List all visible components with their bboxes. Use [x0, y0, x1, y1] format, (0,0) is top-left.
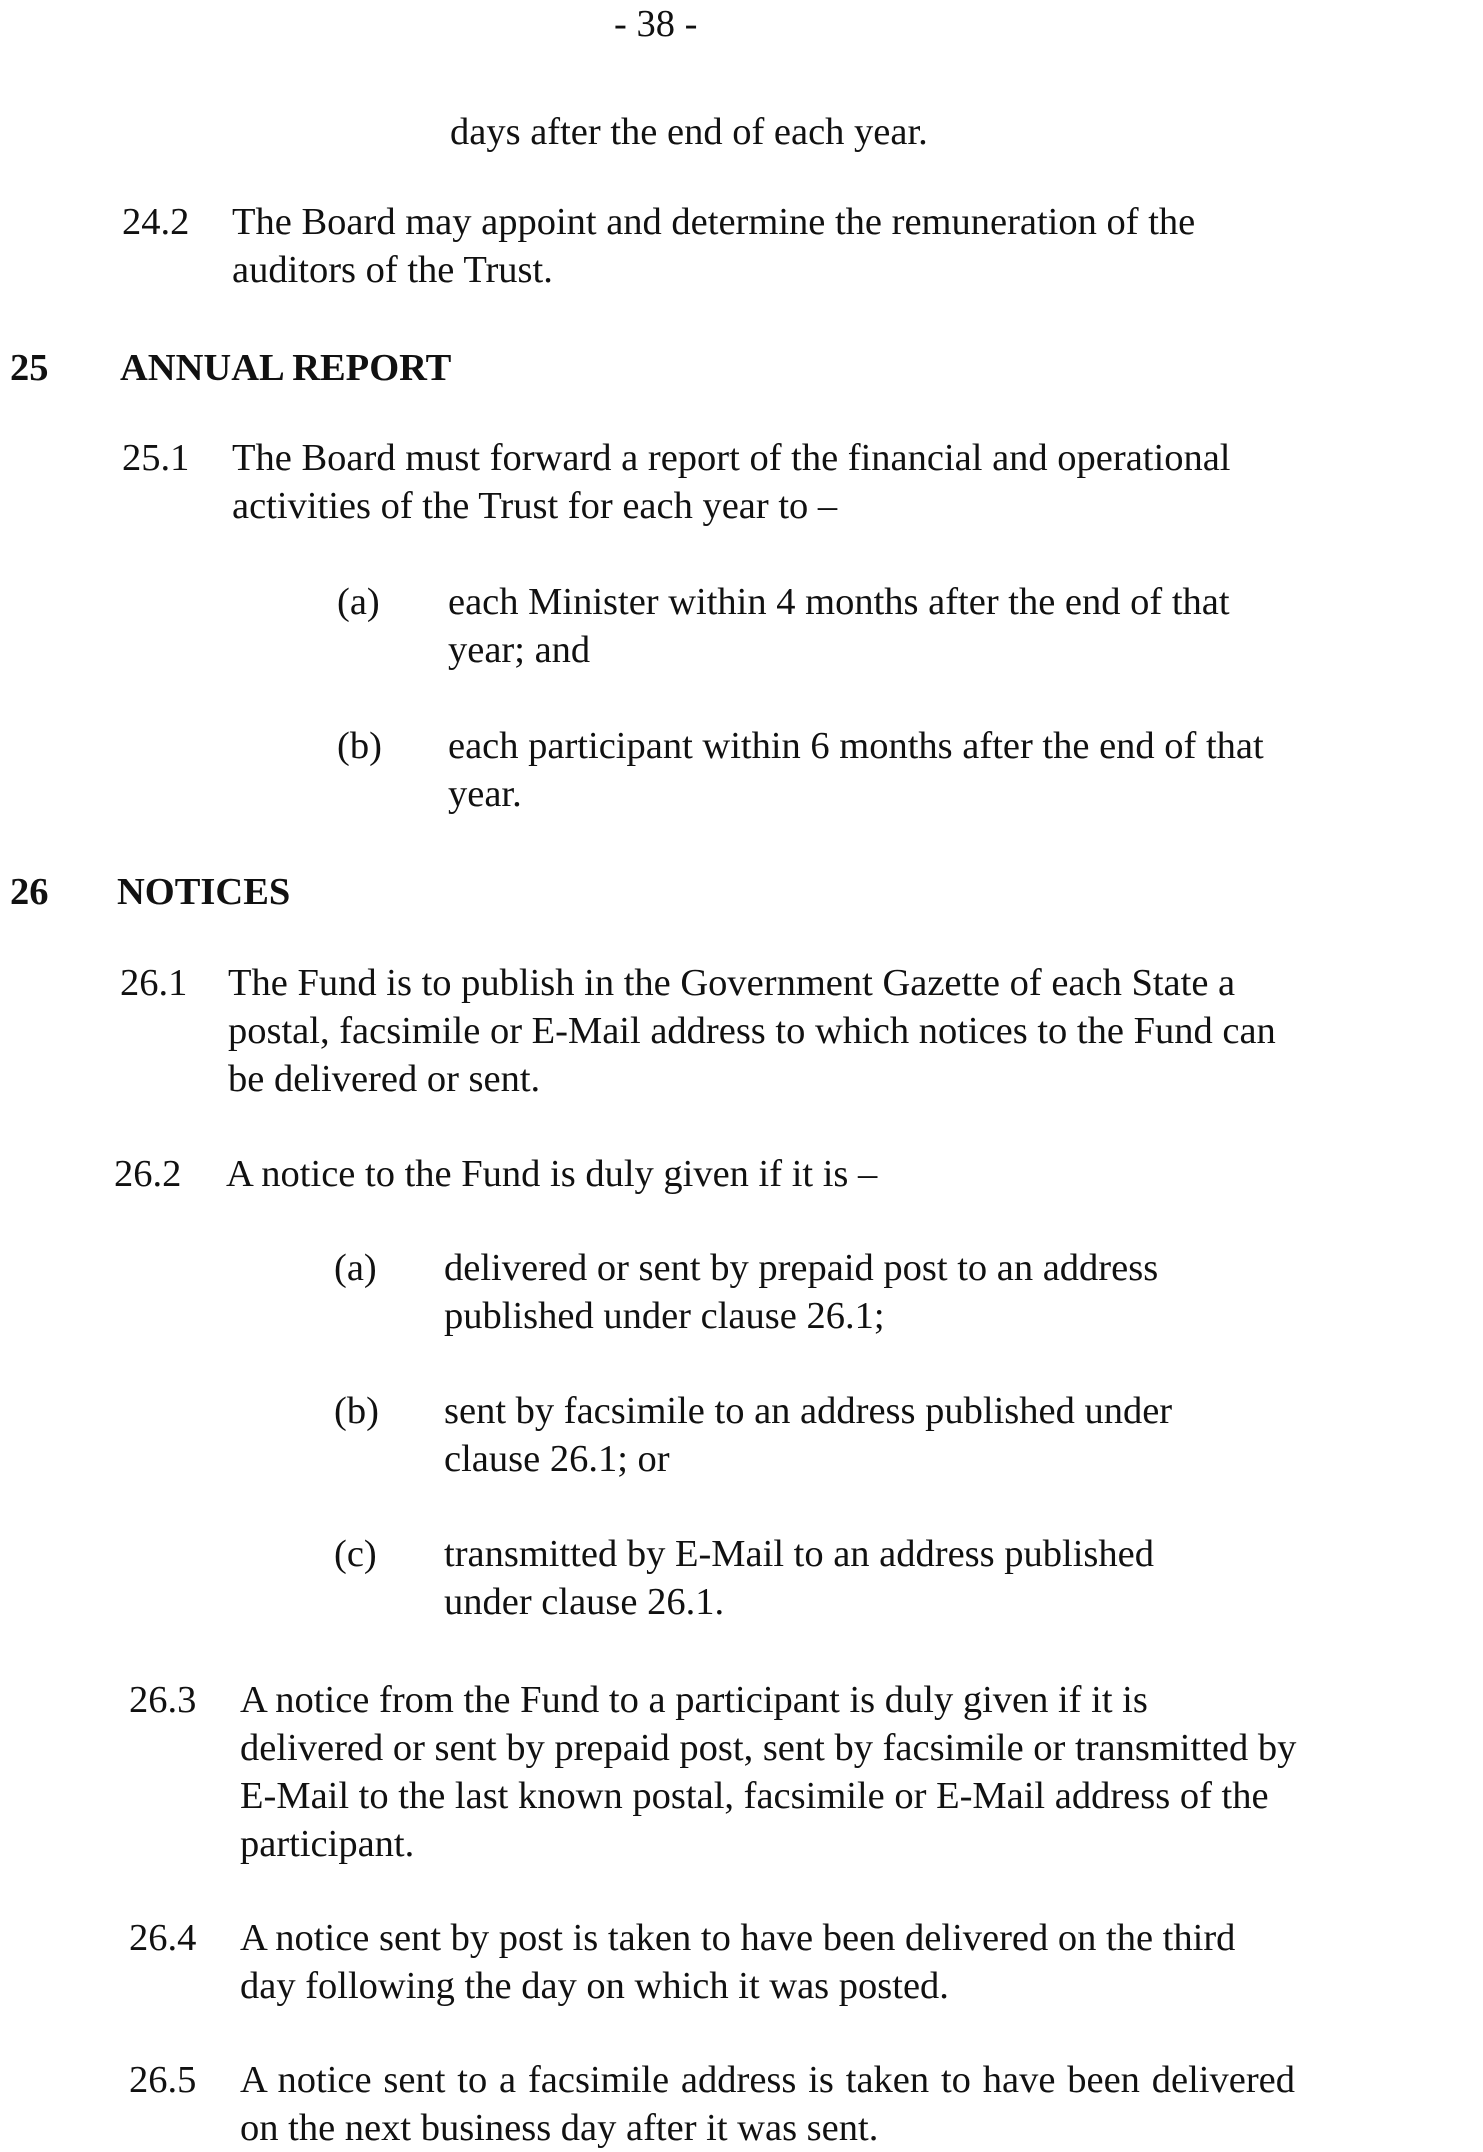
clause-text: A notice to the Fund is duly given if it is – [226, 1153, 878, 1195]
clause-number: 24.2 [122, 201, 190, 243]
section-heading: NOTICES [117, 871, 291, 913]
clause-number: 26.4 [129, 1917, 197, 1959]
page-number: - 38 - [614, 3, 698, 45]
item-label: (b) [337, 725, 382, 767]
clause-number: 26.5 [129, 2059, 197, 2101]
item-text: delivered or sent by prepaid post to an address published under clause 26.1; [444, 1247, 1159, 1337]
section-heading: ANNUAL REPORT [120, 347, 452, 389]
clause-text: A notice sent to a facsimile address is taken to have been delivered on the next business day after it was sent. [240, 2059, 1295, 2149]
clause-text: A notice from the Fund to a participant is duly given if it is delivered or sent by prepaid post, sent by facsimile or transmitted by E-Mail to the last known postal, facsimile or E-Mail address of the participant. [240, 1679, 1297, 1865]
clause-number: 25.1 [122, 437, 190, 479]
clause-number: 26.1 [120, 962, 188, 1004]
item-text: each participant within 6 months after the end of that year. [448, 725, 1264, 815]
clause-number: 26.3 [129, 1679, 197, 1721]
continuation-text: days after the end of each year. [450, 111, 928, 153]
clause-text: The Board must forward a report of the financial and operational activities of the Trust for each year to – [232, 437, 1231, 527]
item-text: transmitted by E-Mail to an address published under clause 26.1. [444, 1533, 1154, 1623]
item-text: sent by facsimile to an address published under clause 26.1; or [444, 1390, 1173, 1480]
item-label: (a) [334, 1247, 377, 1289]
clause-number: 26.2 [114, 1153, 182, 1195]
item-label: (a) [337, 581, 380, 623]
section-number: 25 [10, 347, 49, 389]
section-number: 26 [10, 871, 49, 913]
clause-text: A notice sent by post is taken to have been delivered on the third day following the day on which it was posted. [240, 1917, 1236, 2007]
item-text: each Minister within 4 months after the end of that year; and [448, 581, 1230, 671]
item-label: (c) [334, 1533, 377, 1575]
item-label: (b) [334, 1390, 379, 1432]
clause-text: The Board may appoint and determine the remuneration of the auditors of the Trust. [232, 201, 1196, 291]
clause-text: The Fund is to publish in the Government Gazette of each State a postal, facsimile or E-Mail address to which notices to the Fund can be delivered or sent. [228, 962, 1276, 1100]
